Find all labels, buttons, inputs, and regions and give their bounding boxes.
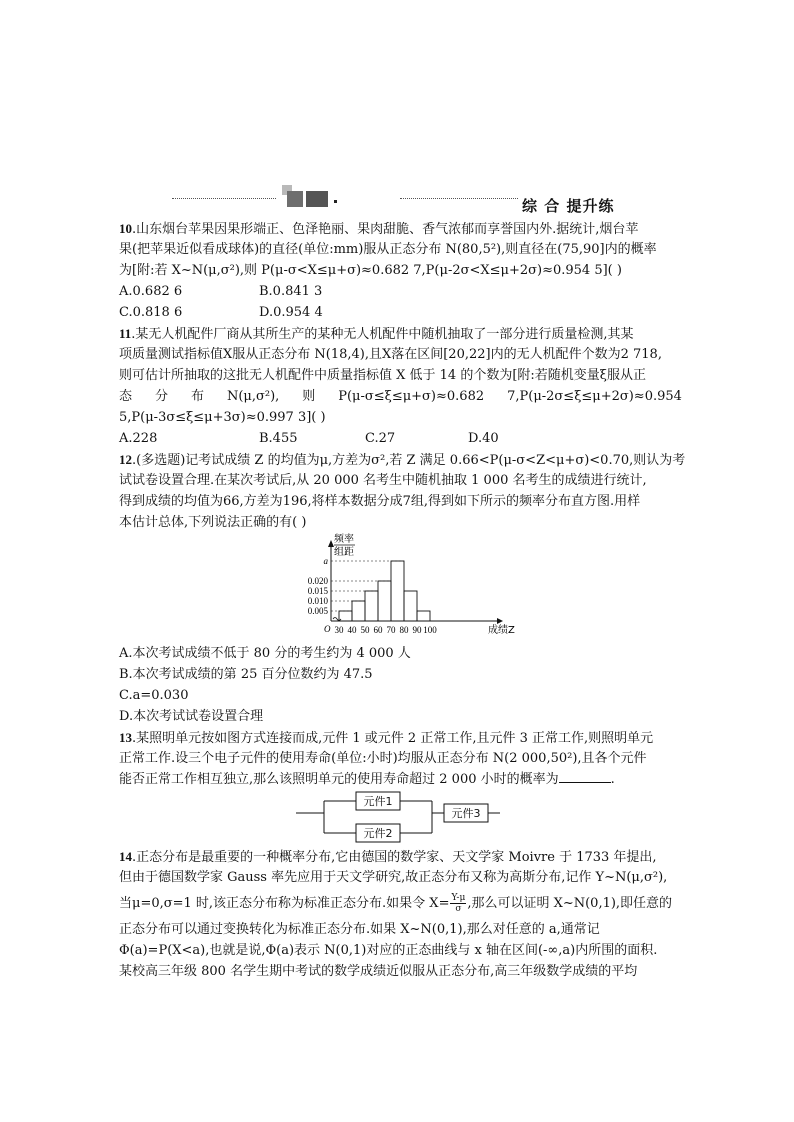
question-text: .正态分布是最重要的一种概率分布,它由德国的数学家、天文学家 Moivre 于 1733 年提出, [132, 850, 657, 865]
histogram-figure [119, 533, 682, 643]
origin-label: O [324, 624, 331, 634]
question-text: 能否正常工作相互独立,那么该照明单元的使用寿命超过 2 000 小时的概率为 [119, 772, 559, 787]
text-segment: 布 [190, 389, 204, 404]
y-tick-label: 0.020 [307, 576, 328, 586]
question-text: 正态分布可以通过变换转化为标准正态分布.如果 X~N(0,1),那么对任意的 a,通常记 [119, 922, 600, 937]
question-text: ,那么可以证明 X~N(0,1),即任意的 [467, 896, 673, 911]
question-text: .某照明单元按如图方式连接而成,元件 1 或元件 2 正常工作,且元件 3 正常工作,则照明单元 [132, 731, 654, 746]
question-text: 但由于德国数学家 Gauss 率先应用于天文学研究,故正态分布又称为高斯分布,记作 Y~N(μ,σ²), [119, 870, 668, 885]
option-b: B.本次考试成绩的第 25 百分位数约为 47.5 [119, 667, 373, 682]
x-tick-label: 90 [412, 625, 422, 635]
question-text: 为[附:若 X~N(μ,σ²),则 P(μ-σ<X≤μ+σ)≈0.682 7,P(μ-2σ<X≤μ+2σ)≈0.954 5]( ) [119, 263, 622, 278]
question-text: 当μ=0,σ=1 时,该正态分布称为标准正态分布.如果令 X= [119, 896, 450, 911]
histogram-bar [391, 561, 404, 621]
option-d: D.0.954 4 [259, 305, 323, 320]
question-text: .某无人机配件厂商从其所生产的某种无人机配件中随机抽取了一部分进行质量检测,其某 [131, 327, 634, 342]
x-tick-label: 80 [399, 625, 409, 635]
x-tick-label: 40 [347, 625, 357, 635]
histogram-bar [365, 591, 378, 621]
histogram-bar [417, 611, 430, 621]
question-text: Φ(a)=P(X<a),也就是说,Φ(a)表示 N(0,1)对应的正态曲线与 x 轴在区间(-∞,a)内所围的面积. [119, 943, 658, 958]
y-tick-label: a [323, 556, 328, 566]
question-10 [119, 218, 682, 323]
header-decoration-dot [334, 200, 337, 203]
question-text: 则可估计所抽取的这批无人机配件中质量指标值 X 低于 14 的个数为[附:若随机变量ξ服从正 [119, 368, 646, 383]
option-d: D.本次考试试卷设置合理 [119, 709, 264, 724]
option-a: A.0.682 6 [119, 284, 183, 299]
question-text: .山东烟台苹果因果形端正、色泽艳丽、果肉甜脆、香气浓郁而享誉国内外.据统计,烟台苹 [132, 222, 639, 237]
option-c: C.27 [365, 431, 396, 446]
dotted-rule-right [400, 198, 518, 199]
component-1-label: 元件1 [363, 795, 393, 808]
justified-line [119, 386, 682, 407]
option-b: B.0.841 3 [259, 284, 323, 299]
histogram-bar [352, 601, 365, 621]
option-a: A.228 [119, 431, 158, 446]
text-segment: 则 [302, 389, 316, 404]
text-segment: 7,P(μ-2σ≤ξ≤μ+2σ)≈0.954 [507, 389, 682, 404]
question-11 [119, 323, 682, 449]
question-text: 试试卷设置合理.在某次考试后,从 20 000 名考生中随机抽取 1 000 名考生的成绩进行统计, [119, 473, 647, 488]
y-tick-label: 0.015 [307, 586, 328, 596]
x-axis-label: 成绩Z [488, 625, 515, 636]
x-tick-label: 100 [423, 625, 437, 635]
text-segment: 分 [154, 389, 168, 404]
circuit-diagram [119, 790, 682, 846]
question-text: 得到成绩的均值为66,方差为196,将样本数据分成7组,得到如下所示的频率分布直方图.用样 [119, 494, 641, 509]
question-text: 果(把苹果近似看成球体)的直径(单位:mm)服从正态分布 N(80,5²),则直径在(75,90]内的概率 [119, 242, 657, 257]
x-axis-arrow [497, 618, 503, 624]
answer-blank [559, 770, 611, 783]
text-segment: P(μ-σ≤ξ≤μ+σ)≈0.682 [338, 389, 485, 404]
fraction [450, 893, 466, 914]
y-tick-label: 0.005 [307, 606, 328, 616]
fraction-denominator: σ [455, 904, 462, 914]
question-14 [119, 846, 682, 982]
question-13 [119, 727, 682, 846]
dotted-rule-left [172, 198, 276, 199]
option-d: D.40 [468, 431, 499, 446]
option-c: C.a=0.030 [119, 688, 189, 703]
question-text: 5,P(μ-3σ≤ξ≤μ+3σ)≈0.997 3]( ) [119, 410, 326, 425]
question-text: 项质量测试指标值X服从正态分布 N(18,4),且X落在区间[20,22]内的无人机配件个数为2 718, [119, 347, 662, 362]
y-axis-label-numerator: 频率 [334, 534, 354, 545]
question-number: 11 [119, 326, 132, 341]
x-tick-label: 70 [386, 625, 396, 635]
question-text: .(多选题)记考试成绩 Z 的均值为μ,方差为σ²,若 Z 满足 0.66<P(μ-σ<Z<μ+σ)<0.70,则认为考 [132, 453, 686, 468]
header-decoration-square [306, 191, 328, 207]
component-2-label: 元件2 [363, 827, 393, 840]
section-header [172, 183, 620, 215]
option-b: B.455 [259, 431, 298, 446]
question-number: 10 [119, 221, 132, 236]
question-number: 12 [119, 452, 132, 467]
question-text: 正常工作.设三个电子元件的使用寿命(单位:小时)均服从正态分布 N(2 000,50²),且各个元件 [119, 751, 647, 766]
component-3-label: 元件3 [451, 807, 481, 820]
axis-break-mark [333, 618, 341, 621]
option-c: C.0.818 6 [119, 305, 183, 320]
question-number: 13 [119, 730, 132, 745]
y-tick-label: 0.010 [307, 596, 328, 606]
x-tick-label: 60 [373, 625, 383, 635]
histogram-bar [378, 581, 391, 621]
sentence-end: . [610, 772, 615, 787]
y-axis-label-denominator: 组距 [334, 547, 354, 558]
question-content [119, 218, 686, 982]
question-12 [119, 449, 686, 727]
text-segment: N(μ,σ²), [226, 389, 280, 404]
frequency-histogram [119, 533, 682, 643]
question-text: 本估计总体,下列说法正确的有( ) [119, 515, 307, 530]
circuit-diagram-svg [119, 790, 682, 846]
section-title: 综 合 提升练 [522, 197, 615, 215]
histogram-bar [404, 591, 417, 621]
text-segment: 态 [119, 389, 133, 404]
option-a: A.本次考试成绩不低于 80 分的考生约为 4 000 人 [119, 646, 411, 661]
question-number: 14 [119, 849, 132, 864]
x-tick-label: 30 [334, 625, 344, 635]
question-text: 某校高三年级 800 名学生期中考试的数学成绩近似服从正态分布,高三年级数学成绩的平均 [119, 964, 638, 979]
header-decoration-square [287, 191, 303, 207]
fraction-numerator: Y-μ [451, 893, 466, 903]
x-tick-label: 50 [360, 625, 370, 635]
